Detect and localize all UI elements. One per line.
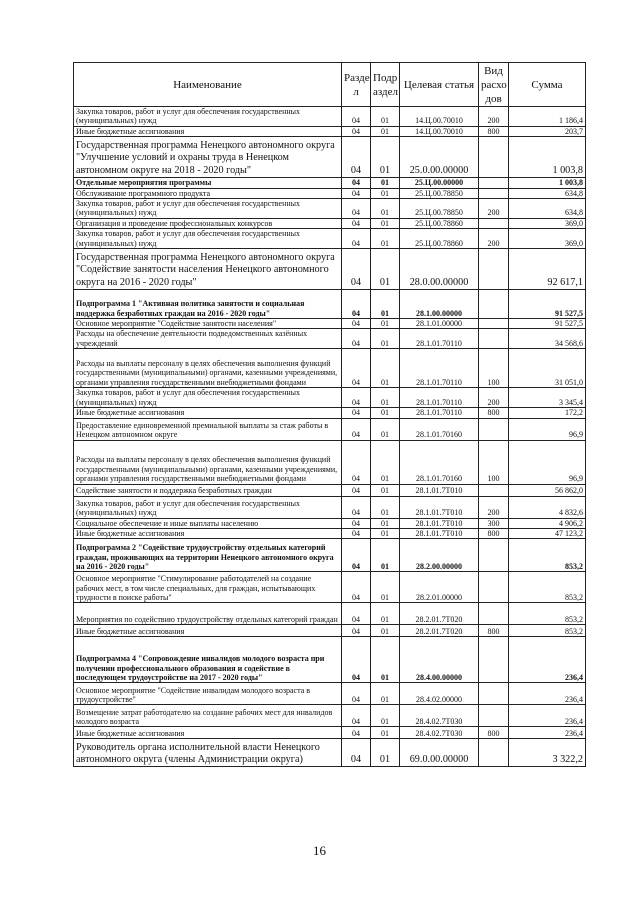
table-row xyxy=(74,727,586,739)
row-expense-type-cell: 800 xyxy=(479,408,509,418)
row-expense-type-cell xyxy=(479,637,509,683)
row-razdel-cell: 04 xyxy=(342,249,371,290)
row-expense-type-cell: 800 xyxy=(479,625,509,637)
row-expense-type-cell xyxy=(479,484,509,496)
row-razdel-cell: 04 xyxy=(342,683,371,705)
row-sum-cell: 4 906,2 xyxy=(509,518,586,528)
row-name-cell: Расходы на обеспечение деятельности подведомственных казённых учреждений xyxy=(74,329,342,349)
table-row xyxy=(74,178,586,188)
table-row xyxy=(74,199,586,219)
row-name-cell: Основное мероприятие "Содействие инвалидам молодого возраста в трудоустройстве" xyxy=(74,683,342,705)
row-sum-cell: 92 617,1 xyxy=(509,249,586,290)
row-sum-cell: 47 123,2 xyxy=(509,528,586,538)
row-razdel-cell: 04 xyxy=(342,408,371,418)
table-body xyxy=(74,107,586,767)
row-razdel-cell: 04 xyxy=(342,319,371,329)
row-expense-type-cell xyxy=(479,218,509,228)
row-sum-cell: 1 003,8 xyxy=(509,137,586,178)
row-razdel-cell: 04 xyxy=(342,229,371,249)
row-razdel-cell: 04 xyxy=(342,178,371,188)
row-sum-cell: 3 322,2 xyxy=(509,739,586,767)
row-podrazdel-cell: 01 xyxy=(371,188,400,198)
row-target-article-cell: 25.Ц.00.78850 xyxy=(400,199,479,219)
row-expense-type-cell xyxy=(479,418,509,440)
row-sum-cell: 91 527,5 xyxy=(509,319,586,329)
row-expense-type-cell xyxy=(479,290,509,319)
row-podrazdel-cell: 01 xyxy=(371,199,400,219)
row-expense-type-cell: 200 xyxy=(479,229,509,249)
row-target-article-cell: 28.4.00.00000 xyxy=(400,637,479,683)
row-name-cell: Закупка товаров, работ и услуг для обеспечения государственных (муниципальных) нужд xyxy=(74,107,342,127)
row-podrazdel-cell: 01 xyxy=(371,178,400,188)
row-target-article-cell: 28.1.01.7Т010 xyxy=(400,496,479,518)
row-sum-cell: 34 568,6 xyxy=(509,329,586,349)
header-expense-type: Вид расхо дов xyxy=(479,63,509,107)
row-name-cell: Основное мероприятие "Стимулирование работодателей на создание рабочих мест, в том числе специальных, для граждан, испытывающих трудности в поиске работы" xyxy=(74,572,342,603)
row-sum-cell: 203,7 xyxy=(509,126,586,136)
row-razdel-cell: 04 xyxy=(342,126,371,136)
row-name-cell: Иные бюджетные ассигнования xyxy=(74,625,342,637)
row-target-article-cell: 28.0.00.00000 xyxy=(400,249,479,290)
table-row xyxy=(74,484,586,496)
row-target-article-cell: 25.Ц.00.00000 xyxy=(400,178,479,188)
row-razdel-cell: 04 xyxy=(342,603,371,625)
row-razdel-cell: 04 xyxy=(342,137,371,178)
table-row xyxy=(74,637,586,683)
row-expense-type-cell xyxy=(479,137,509,178)
row-podrazdel-cell: 01 xyxy=(371,739,400,767)
row-name-cell: Иные бюджетные ассигнования xyxy=(74,408,342,418)
row-name-cell: Подпрограмма 4 "Сопровождение инвалидов молодого возраста при получении профессионального образования и содействие в последующем трудоустройстве на 2017 - 2020 годы" xyxy=(74,637,342,683)
table-row xyxy=(74,603,586,625)
row-podrazdel-cell: 01 xyxy=(371,683,400,705)
row-sum-cell: 853,2 xyxy=(509,625,586,637)
row-razdel-cell: 04 xyxy=(342,625,371,637)
row-razdel-cell: 04 xyxy=(342,218,371,228)
row-target-article-cell: 25.Ц.00.78860 xyxy=(400,229,479,249)
row-podrazdel-cell: 01 xyxy=(371,625,400,637)
row-razdel-cell: 04 xyxy=(342,637,371,683)
table-row xyxy=(74,349,586,388)
row-sum-cell: 172,2 xyxy=(509,408,586,418)
row-target-article-cell: 69.0.00.00000 xyxy=(400,739,479,767)
row-expense-type-cell: 100 xyxy=(479,440,509,484)
row-expense-type-cell: 300 xyxy=(479,518,509,528)
row-razdel-cell: 04 xyxy=(342,329,371,349)
row-sum-cell: 96,9 xyxy=(509,418,586,440)
table-row xyxy=(74,408,586,418)
row-podrazdel-cell: 01 xyxy=(371,496,400,518)
row-razdel-cell: 04 xyxy=(342,518,371,528)
row-expense-type-cell xyxy=(479,705,509,727)
row-target-article-cell: 25.Ц.00.78850 xyxy=(400,188,479,198)
row-sum-cell: 853,2 xyxy=(509,539,586,572)
table-row xyxy=(74,518,586,528)
header-target-article: Целевая статья xyxy=(400,63,479,107)
table-row xyxy=(74,107,586,127)
table-row xyxy=(74,126,586,136)
row-target-article-cell: 28.1.01.70160 xyxy=(400,418,479,440)
row-razdel-cell: 04 xyxy=(342,290,371,319)
row-expense-type-cell: 200 xyxy=(479,107,509,127)
table-row xyxy=(74,572,586,603)
table-row xyxy=(74,705,586,727)
row-podrazdel-cell: 01 xyxy=(371,705,400,727)
row-podrazdel-cell: 01 xyxy=(371,518,400,528)
row-razdel-cell: 04 xyxy=(342,349,371,388)
table-row xyxy=(74,739,586,767)
row-target-article-cell: 25.Ц.00.78860 xyxy=(400,218,479,228)
row-razdel-cell: 04 xyxy=(342,705,371,727)
row-razdel-cell: 04 xyxy=(342,188,371,198)
row-podrazdel-cell: 01 xyxy=(371,727,400,739)
row-target-article-cell: 28.1.01.70110 xyxy=(400,349,479,388)
row-sum-cell: 634,8 xyxy=(509,199,586,219)
row-name-cell: Расходы на выплаты персоналу в целях обеспечения выполнения функций государственными (муниципальными) органами, казенными учреждениями, органами управления государственными внебюджетными фондами xyxy=(74,349,342,388)
row-podrazdel-cell: 01 xyxy=(371,528,400,538)
row-name-cell: Закупка товаров, работ и услуг для обеспечения государственных (муниципальных) нужд xyxy=(74,388,342,408)
row-podrazdel-cell: 01 xyxy=(371,107,400,127)
row-podrazdel-cell: 01 xyxy=(371,229,400,249)
row-name-cell: Закупка товаров, работ и услуг для обеспечения государственных (муниципальных) нужд xyxy=(74,199,342,219)
row-sum-cell: 369,0 xyxy=(509,229,586,249)
row-podrazdel-cell: 01 xyxy=(371,418,400,440)
header-razdel: Разде л xyxy=(342,63,371,107)
table-row xyxy=(74,440,586,484)
row-target-article-cell: 28.2.01.7Т020 xyxy=(400,625,479,637)
row-name-cell: Закупка товаров, работ и услуг для обеспечения государственных (муниципальных) нужд xyxy=(74,229,342,249)
row-name-cell: Государственная программа Ненецкого автономного округа "Улучшение условий и охраны труда в Ненецком автономном округе на 2018 - 2020 годы" xyxy=(74,137,342,178)
row-razdel-cell: 04 xyxy=(342,496,371,518)
row-sum-cell: 236,4 xyxy=(509,705,586,727)
header-podrazdel: Подр аздел xyxy=(371,63,400,107)
row-name-cell: Предоставление единовременной премиальной выплаты за стаж работы в Ненецком автономном округе xyxy=(74,418,342,440)
table-row xyxy=(74,528,586,538)
row-target-article-cell: 28.4.02.7Т030 xyxy=(400,727,479,739)
row-razdel-cell: 04 xyxy=(342,440,371,484)
row-name-cell: Обслуживание программного продукта xyxy=(74,188,342,198)
row-razdel-cell: 04 xyxy=(342,418,371,440)
table-row xyxy=(74,249,586,290)
row-sum-cell: 56 862,0 xyxy=(509,484,586,496)
table-row xyxy=(74,290,586,319)
row-podrazdel-cell: 01 xyxy=(371,290,400,319)
row-expense-type-cell xyxy=(479,603,509,625)
row-name-cell: Закупка товаров, работ и услуг для обеспечения государственных (муниципальных) нужд xyxy=(74,496,342,518)
row-sum-cell: 91 527,5 xyxy=(509,290,586,319)
row-name-cell: Возмещение затрат работодателю на создание рабочих мест для инвалидов молодого возраста xyxy=(74,705,342,727)
row-podrazdel-cell: 01 xyxy=(371,637,400,683)
row-razdel-cell: 04 xyxy=(342,739,371,767)
row-razdel-cell: 04 xyxy=(342,539,371,572)
row-sum-cell: 236,4 xyxy=(509,727,586,739)
row-expense-type-cell xyxy=(479,188,509,198)
row-expense-type-cell xyxy=(479,539,509,572)
table-row xyxy=(74,496,586,518)
row-razdel-cell: 04 xyxy=(342,484,371,496)
row-sum-cell: 236,4 xyxy=(509,683,586,705)
row-name-cell: Государственная программа Ненецкого автономного округа "Содействие занятости населения Ненецкого автономного округа на 2016 - 2020 годы" xyxy=(74,249,342,290)
row-sum-cell: 1 003,8 xyxy=(509,178,586,188)
row-razdel-cell: 04 xyxy=(342,572,371,603)
row-razdel-cell: 04 xyxy=(342,107,371,127)
row-expense-type-cell: 200 xyxy=(479,388,509,408)
row-razdel-cell: 04 xyxy=(342,727,371,739)
row-sum-cell: 3 345,4 xyxy=(509,388,586,408)
row-expense-type-cell: 800 xyxy=(479,528,509,538)
row-name-cell: Основное мероприятие "Содействие занятости населения" xyxy=(74,319,342,329)
row-podrazdel-cell: 01 xyxy=(371,408,400,418)
row-target-article-cell: 28.4.02.00000 xyxy=(400,683,479,705)
row-podrazdel-cell: 01 xyxy=(371,388,400,408)
row-podrazdel-cell: 01 xyxy=(371,539,400,572)
row-name-cell: Содействие занятости и поддержка безработных граждан xyxy=(74,484,342,496)
row-sum-cell: 4 832,6 xyxy=(509,496,586,518)
row-name-cell: Иные бюджетные ассигнования xyxy=(74,727,342,739)
row-expense-type-cell xyxy=(479,683,509,705)
table-row xyxy=(74,188,586,198)
row-sum-cell: 31 051,0 xyxy=(509,349,586,388)
table-row xyxy=(74,137,586,178)
table-header-row xyxy=(74,63,586,107)
row-expense-type-cell xyxy=(479,329,509,349)
row-name-cell: Подпрограмма 1 "Активная политика занятости и социальная поддержка безработных граждан на 2016 - 2020 годы" xyxy=(74,290,342,319)
row-podrazdel-cell: 01 xyxy=(371,218,400,228)
row-name-cell: Расходы на выплаты персоналу в целях обеспечения выполнения функций государственными (муниципальными) органами, казенными учреждениями, органами управления государственными внебюджетными фондами xyxy=(74,440,342,484)
row-podrazdel-cell: 01 xyxy=(371,572,400,603)
row-target-article-cell: 14.Ц.00.70010 xyxy=(400,126,479,136)
row-target-article-cell: 28.1.01.70110 xyxy=(400,329,479,349)
row-expense-type-cell xyxy=(479,319,509,329)
budget-table xyxy=(73,62,586,767)
row-target-article-cell: 25.0.00.00000 xyxy=(400,137,479,178)
row-razdel-cell: 04 xyxy=(342,528,371,538)
row-sum-cell: 853,2 xyxy=(509,572,586,603)
row-podrazdel-cell: 01 xyxy=(371,484,400,496)
row-target-article-cell: 28.1.01.70110 xyxy=(400,388,479,408)
row-name-cell: Руководитель органа исполнительной власти Ненецкого автономного округа (члены Администрации округа) xyxy=(74,739,342,767)
table-row xyxy=(74,218,586,228)
table-row xyxy=(74,319,586,329)
row-name-cell: Мероприятия по содействию трудоустройству отдельных категорий граждан xyxy=(74,603,342,625)
row-expense-type-cell xyxy=(479,739,509,767)
row-name-cell: Организация и проведение профессиональных конкурсов xyxy=(74,218,342,228)
table-row xyxy=(74,625,586,637)
row-podrazdel-cell: 01 xyxy=(371,440,400,484)
table-row xyxy=(74,539,586,572)
row-target-article-cell: 28.1.01.00000 xyxy=(400,319,479,329)
row-target-article-cell: 28.1.01.7Т010 xyxy=(400,518,479,528)
header-name: Наименование xyxy=(74,63,342,107)
row-target-article-cell: 28.2.00.00000 xyxy=(400,539,479,572)
row-sum-cell: 853,2 xyxy=(509,603,586,625)
row-expense-type-cell xyxy=(479,572,509,603)
row-sum-cell: 634,8 xyxy=(509,188,586,198)
row-target-article-cell: 28.1.00.00000 xyxy=(400,290,479,319)
row-expense-type-cell: 200 xyxy=(479,496,509,518)
page-number: 16 xyxy=(313,843,326,858)
row-sum-cell: 1 186,4 xyxy=(509,107,586,127)
row-expense-type-cell: 200 xyxy=(479,199,509,219)
table-row xyxy=(74,418,586,440)
row-sum-cell: 96,9 xyxy=(509,440,586,484)
header-sum: Сумма xyxy=(509,63,586,107)
row-podrazdel-cell: 01 xyxy=(371,126,400,136)
row-target-article-cell: 28.1.01.7Т010 xyxy=(400,484,479,496)
row-target-article-cell: 14.Ц.00.70010 xyxy=(400,107,479,127)
table-row xyxy=(74,229,586,249)
row-podrazdel-cell: 01 xyxy=(371,137,400,178)
table-row xyxy=(74,683,586,705)
row-sum-cell: 236,4 xyxy=(509,637,586,683)
table-row xyxy=(74,329,586,349)
row-target-article-cell: 28.1.01.70110 xyxy=(400,408,479,418)
row-expense-type-cell xyxy=(479,178,509,188)
row-podrazdel-cell: 01 xyxy=(371,249,400,290)
row-podrazdel-cell: 01 xyxy=(371,319,400,329)
row-name-cell: Иные бюджетные ассигнования xyxy=(74,126,342,136)
row-expense-type-cell: 800 xyxy=(479,727,509,739)
row-podrazdel-cell: 01 xyxy=(371,329,400,349)
row-expense-type-cell: 800 xyxy=(479,126,509,136)
row-target-article-cell: 28.4.02.7Т030 xyxy=(400,705,479,727)
row-name-cell: Социальное обеспечение и иные выплаты населению xyxy=(74,518,342,528)
row-expense-type-cell xyxy=(479,249,509,290)
row-target-article-cell: 28.1.01.7Т010 xyxy=(400,528,479,538)
row-podrazdel-cell: 01 xyxy=(371,603,400,625)
row-razdel-cell: 04 xyxy=(342,199,371,219)
row-razdel-cell: 04 xyxy=(342,388,371,408)
row-sum-cell: 369,0 xyxy=(509,218,586,228)
row-target-article-cell: 28.2.01.00000 xyxy=(400,572,479,603)
row-name-cell: Подпрограмма 2 "Содействие трудоустройству отдельных категорий граждан, проживающих на территории Ненецкого автономного округа на 2016 - 2020 годы" xyxy=(74,539,342,572)
row-name-cell: Отдельные мероприятия программы xyxy=(74,178,342,188)
table-row xyxy=(74,388,586,408)
row-podrazdel-cell: 01 xyxy=(371,349,400,388)
row-target-article-cell: 28.2.01.7Т020 xyxy=(400,603,479,625)
row-expense-type-cell: 100 xyxy=(479,349,509,388)
row-target-article-cell: 28.1.01.70160 xyxy=(400,440,479,484)
row-name-cell: Иные бюджетные ассигнования xyxy=(74,528,342,538)
